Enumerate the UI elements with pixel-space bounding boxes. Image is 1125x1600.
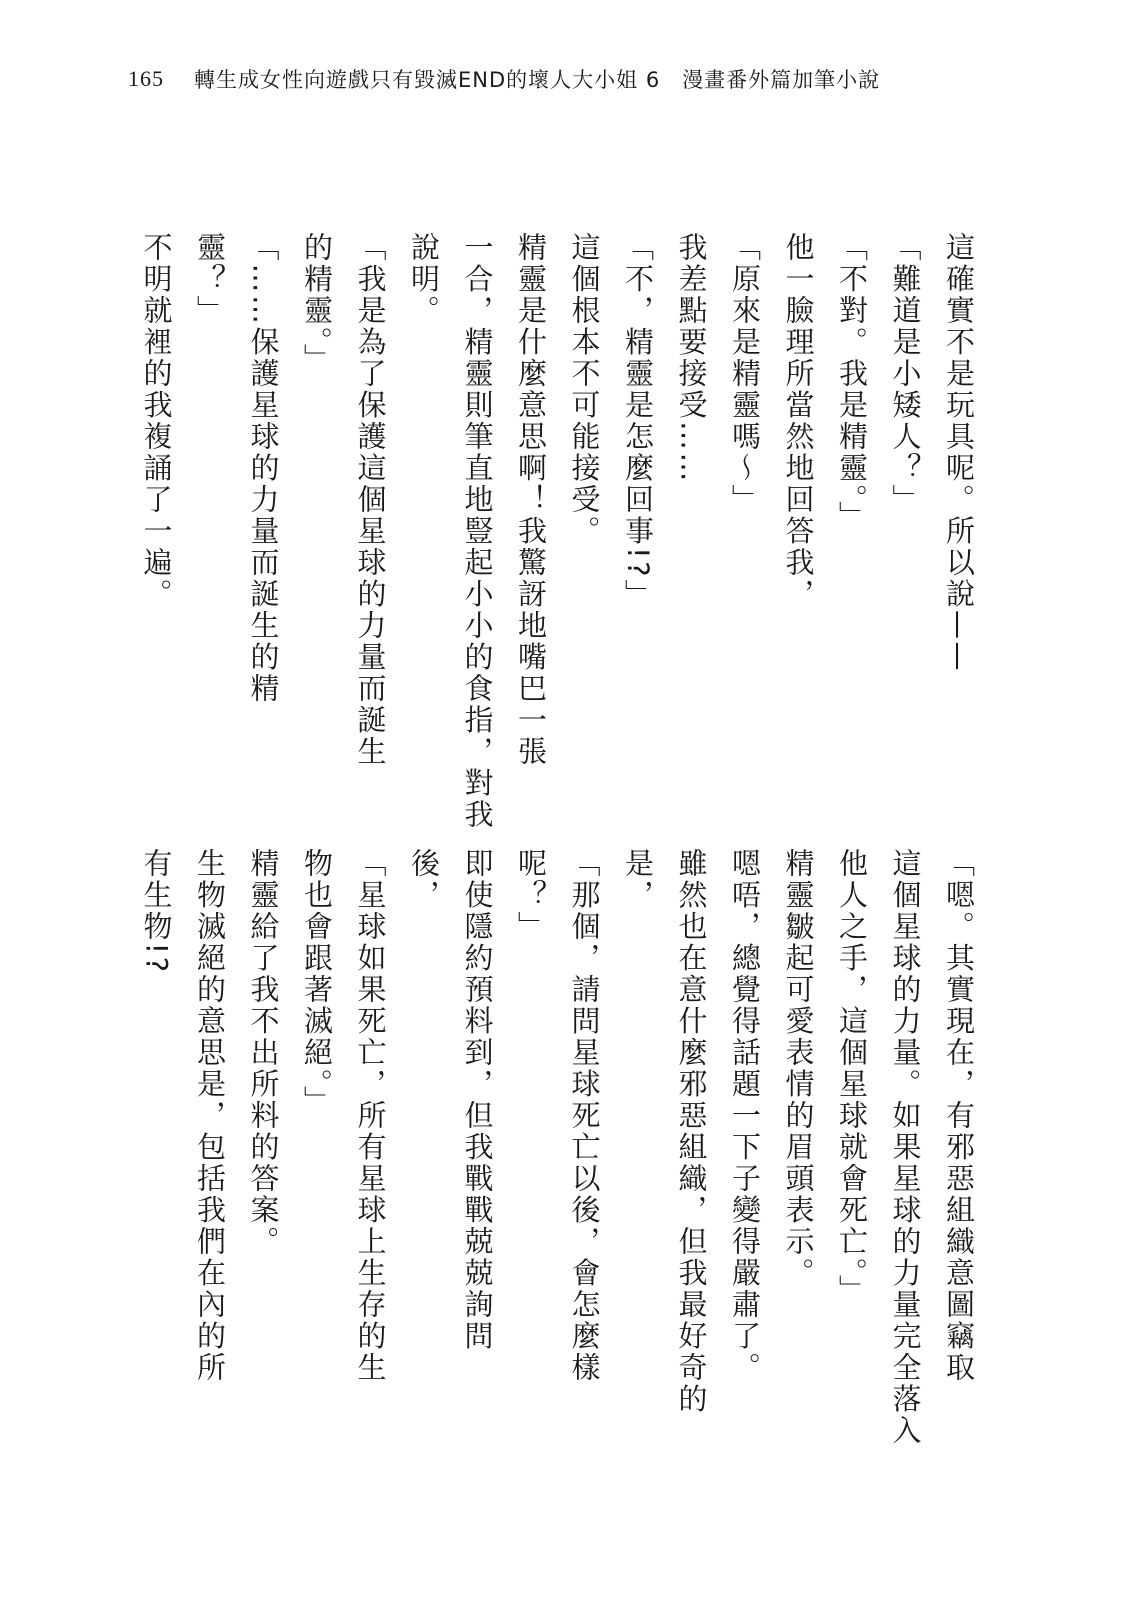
text-line: 這確實不是玩具呢。所以說—— [942, 232, 976, 673]
page-number: 165 [128, 66, 164, 91]
page-header [128, 64, 880, 94]
text-line: 說明。 [407, 232, 441, 327]
text-block-upper [129, 232, 985, 831]
text-line: 精靈皺起可愛表情的眉頭表示。 [781, 848, 816, 1289]
text-line: 雖然也在意什麼邪惡組織，但我最好奇的 [674, 848, 709, 1415]
text-line: 即使隱約預料到，但我戰戰兢兢詢問 [460, 848, 495, 1352]
text-line: 生物滅絕的意思是，包括我們在內的所 [193, 848, 227, 1384]
text-line: 「我是為了保護這個星球的力量而誕生 [353, 232, 388, 768]
text-line: 「那個，請問星球死亡以後，會怎麼樣 [567, 848, 602, 1384]
text-line: 一合，精靈則筆直地豎起小小的食指，對我 [460, 232, 495, 831]
text-line: 我差點要接受…… [674, 232, 709, 484]
text-line: 嗯唔，總覺得話題一下子變得嚴肅了。 [728, 848, 762, 1384]
text-line: 「原來是精靈嗎～」 [728, 232, 762, 516]
text-line: 「嗯。其實現在，有邪惡組織意圖竊取 [942, 848, 976, 1384]
text-line: 精靈是什麼意思啊！我驚訝地嘴巴一張 [514, 232, 548, 768]
text-line: 不明就裡的我複誦了一遍。 [139, 232, 174, 610]
text-line: 的精靈。」 [300, 232, 334, 375]
text-line: 靈？」 [193, 232, 227, 327]
text-line: 他人之手，這個星球就會死亡。」 [835, 848, 869, 1306]
text-line: 物也會跟著滅絕。」 [300, 848, 334, 1117]
text-line: 後， [407, 848, 441, 911]
text-line: 呢？」 [514, 848, 548, 943]
text-line: 「不，精靈是怎麼回事!?」 [621, 232, 655, 611]
text-line: 這個根本不可能接受。 [567, 232, 602, 547]
text-block-lower [129, 848, 985, 1447]
text-line: 「不對。我是精靈。」 [835, 232, 869, 533]
text-line: 有生物!? [139, 848, 174, 975]
text-line: 「難道是小矮人？」 [888, 232, 923, 516]
text-line: 「星球如果死亡，所有星球上生存的生 [353, 848, 388, 1384]
text-line: 這個星球的力量。如果星球的力量完全落入 [888, 848, 923, 1447]
text-line: 他一臉理所當然地回答我， [781, 232, 816, 610]
text-line: 「……保護星球的力量而誕生的精 [246, 232, 281, 705]
text-line: 是， [621, 848, 655, 911]
text-line: 精靈給了我不出所料的答案。 [246, 848, 281, 1258]
book-title: 轉生成女性向遊戲只有毀滅END的壞人大小姐 6 漫畫番外篇加筆小說 [194, 68, 881, 92]
